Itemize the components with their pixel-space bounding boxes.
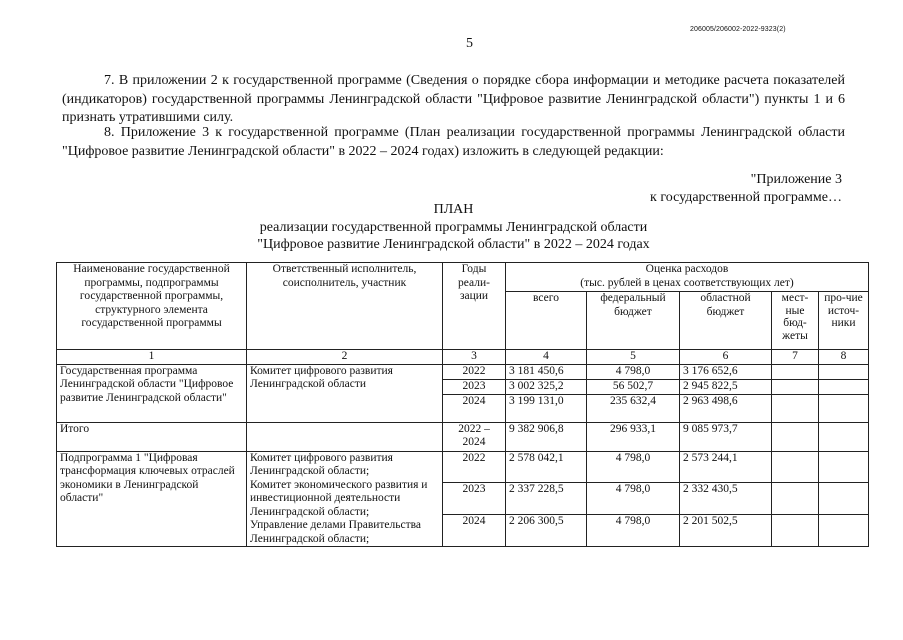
paragraph-8 (62, 124, 845, 161)
other-cell (819, 515, 869, 547)
header-local: мест-ные бюд-жеты (772, 292, 819, 350)
header-federal: федеральный бюджет (587, 292, 680, 350)
header-total: всего (506, 292, 587, 350)
year-cell: 2023 (443, 483, 506, 515)
appendix-caption-line-1: "Приложение 3 (750, 172, 842, 187)
regional-cell: 3 176 652,6 (680, 364, 772, 379)
federal-cell: 296 933,1 (587, 422, 680, 451)
paragraph-7 (62, 72, 845, 128)
header-other: про-чие источ-ники (819, 292, 869, 350)
other-cell (819, 379, 869, 394)
local-cell (772, 451, 819, 483)
table-header-row (57, 263, 869, 292)
paragraph-7-text: 7. В приложении 2 к государственной программе (Сведения о порядке сбора информации и методике расчета показателей (индикаторов) государственной программы Ленинградской области "Цифровое развитие Ленинградской области") пункты 1 и 6 признать утратившими силу. (62, 73, 845, 125)
local-cell (772, 483, 819, 515)
federal-cell: 4 798,0 (587, 451, 680, 483)
federal-cell: 56 502,7 (587, 379, 680, 394)
header-executor: Ответственный исполнитель, соисполнитель, участник (247, 263, 443, 350)
appendix-caption-line-2: к государственной программе… (650, 190, 842, 205)
year-cell: 2022 (443, 364, 506, 379)
local-cell (772, 379, 819, 394)
other-cell (819, 364, 869, 379)
header-estimate-units: (тыс. рублей в ценах соответствующих лет) (580, 276, 794, 289)
column-number: 1 (57, 350, 247, 365)
total-cell: 2 206 300,5 (506, 515, 587, 547)
subprogram-executor (247, 451, 443, 547)
regional-cell: 9 085 973,7 (680, 422, 772, 451)
total-years: 2022 – 2024 (443, 422, 506, 451)
column-number-row (57, 350, 869, 365)
header-name: Наименование государственной программы, подпрограммы государственной программы, структурного элемента государственной программы (57, 263, 247, 350)
year-cell: 2023 (443, 379, 506, 394)
total-label: Итого (57, 422, 247, 451)
year-cell: 2024 (443, 394, 506, 422)
local-cell (772, 515, 819, 547)
header-estimate-title: Оценка расходов (645, 263, 729, 275)
total-executor (247, 422, 443, 451)
total-cell: 2 578 042,1 (506, 451, 587, 483)
header-regional: областной бюджет (680, 292, 772, 350)
column-number: 4 (506, 350, 587, 365)
other-cell (819, 422, 869, 451)
program-name: Государственная программа Ленинградской области "Цифровое развитие Ленинградской области" (57, 364, 247, 422)
subprogram-executor-1: Комитет цифрового развития Ленинградской области; (250, 451, 393, 477)
header-years: Годы реали-зации (443, 263, 506, 350)
regional-cell: 2 573 244,1 (680, 451, 772, 483)
subprogram-executor-2: Комитет экономического развития и инвестиционной деятельности Ленинградской области; (250, 478, 428, 518)
column-number: 3 (443, 350, 506, 365)
year-cell: 2022 (443, 451, 506, 483)
regional-cell: 2 945 822,5 (680, 379, 772, 394)
regional-cell: 2 963 498,6 (680, 394, 772, 422)
other-cell (819, 451, 869, 483)
document-id: 206005/206002-2022-9323(2) (690, 26, 786, 33)
table-row (57, 364, 869, 379)
plan-title-line-3: "Цифровое развитие Ленинградской области" в 2022 – 2024 годах (257, 237, 650, 252)
program-executor: Комитет цифрового развития Ленинградской области (247, 364, 443, 422)
federal-cell: 235 632,4 (587, 394, 680, 422)
total-cell: 2 337 228,5 (506, 483, 587, 515)
plan-title (62, 201, 845, 254)
column-number: 2 (247, 350, 443, 365)
federal-cell: 4 798,0 (587, 483, 680, 515)
page-number: 5 (466, 36, 473, 51)
regional-cell: 2 201 502,5 (680, 515, 772, 547)
plan-table (56, 262, 869, 547)
local-cell (772, 422, 819, 451)
federal-cell: 4 798,0 (587, 515, 680, 547)
total-row (57, 422, 869, 451)
header-estimate (506, 263, 869, 292)
subprogram-executor-3: Управление делами Правительства Ленинградской области; (250, 519, 422, 545)
other-cell (819, 394, 869, 422)
federal-cell: 4 798,0 (587, 364, 680, 379)
other-cell (819, 483, 869, 515)
total-cell: 9 382 906,8 (506, 422, 587, 451)
column-number: 8 (819, 350, 869, 365)
local-cell (772, 364, 819, 379)
year-cell: 2024 (443, 515, 506, 547)
column-number: 7 (772, 350, 819, 365)
total-cell: 3 002 325,2 (506, 379, 587, 394)
local-cell (772, 394, 819, 422)
regional-cell: 2 332 430,5 (680, 483, 772, 515)
table-row (57, 451, 869, 483)
column-number: 5 (587, 350, 680, 365)
plan-title-line-1: ПЛАН (433, 202, 474, 217)
column-number: 6 (680, 350, 772, 365)
subprogram-name: Подпрограмма 1 "Цифровая трансформация ключевых отраслей экономики в Ленинградской области" (57, 451, 247, 547)
plan-title-line-2: реализации государственной программы Ленинградской области (259, 219, 648, 235)
total-cell: 3 199 131,0 (506, 394, 587, 422)
total-cell: 3 181 450,6 (506, 364, 587, 379)
paragraph-8-text: 8. Приложение 3 к государственной программе (План реализации государственной программы Ленинградской области "Цифровое развитие Ленинградской области" в 2022 – 2024 годах) изложить в следующей редакции: (62, 125, 845, 159)
